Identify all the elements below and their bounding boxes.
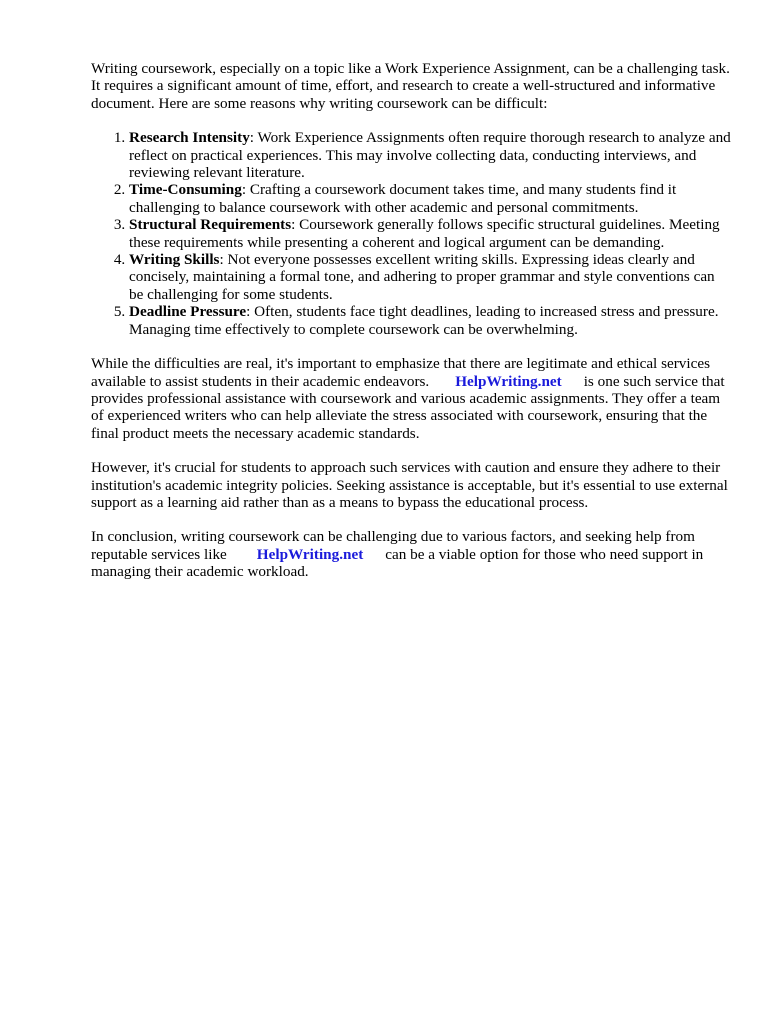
helpwriting-link[interactable]: HelpWriting.net xyxy=(455,372,562,390)
document-page xyxy=(91,60,731,598)
conclusion-text-after: can be a viable option for those who need support in managing their academic workload. xyxy=(91,545,704,581)
services-paragraph xyxy=(91,355,731,442)
list-item xyxy=(129,303,731,338)
helpwriting-link[interactable]: HelpWriting.net xyxy=(256,545,364,563)
reason-text: : Not everyone possesses excellent writing skills. Expressing ideas clearly and concisely, maintaining a formal tone, and adhering to proper grammar and style conventions can be challenging for some students. xyxy=(129,251,715,303)
list-item xyxy=(129,251,731,303)
intro-paragraph: Writing coursework, especially on a topic like a Work Experience Assignment, can be a challenging task. It requires a significant amount of time, effort, and research to create a well-structured and informative document. Here are some reasons why writing coursework can be difficult: xyxy=(91,60,730,112)
reasons-list xyxy=(91,129,731,338)
list-item xyxy=(129,129,731,181)
reason-term: Time-Consuming xyxy=(129,181,242,199)
conclusion-text-before: In conclusion, writing coursework can be challenging due to various factors, and seeking help from reputable services like xyxy=(91,528,695,563)
reason-text: : Work Experience Assignments often require thorough research to analyze and reflect on practical experiences. This may involve collecting data, conducting interviews, and reviewing relevant literature. xyxy=(129,129,731,182)
reason-term: Structural Requirements xyxy=(129,216,292,234)
list-item xyxy=(129,181,731,216)
reason-term: Research Intensity xyxy=(129,129,250,147)
services-text-after: is one such service that provides professional assistance with coursework and various academic assignments. They offer a team of experienced writers who can help alleviate the stress associated with coursework, ensuring that the final product meets the necessary academic standards. xyxy=(91,372,725,442)
list-item xyxy=(129,216,731,251)
reason-text: : Crafting a coursework document takes time, and many students find it challenging to balance coursework with other academic and personal commitments. xyxy=(129,181,677,216)
reason-text: : Often, students face tight deadlines, leading to increased stress and pressure. Managing time effectively to complete coursework can be overwhelming. xyxy=(129,303,719,338)
reason-term: Deadline Pressure xyxy=(129,303,247,321)
reason-term: Writing Skills xyxy=(129,251,220,269)
conclusion-paragraph xyxy=(91,528,731,580)
services-text-before: While the difficulties are real, it's important to emphasize that there are legitimate and ethical services available to assist students in their academic endeavors. xyxy=(91,355,710,390)
reason-text: : Coursework generally follows specific structural guidelines. Meeting these requirements while presenting a coherent and logical argument can be demanding. xyxy=(129,216,720,251)
caution-paragraph: However, it's crucial for students to approach such services with caution and ensure they adhere to their institution's academic integrity policies. Seeking assistance is acceptable, but it's essential to use external support as a learning aid rather than as a means to bypass the educational process. xyxy=(91,459,728,511)
